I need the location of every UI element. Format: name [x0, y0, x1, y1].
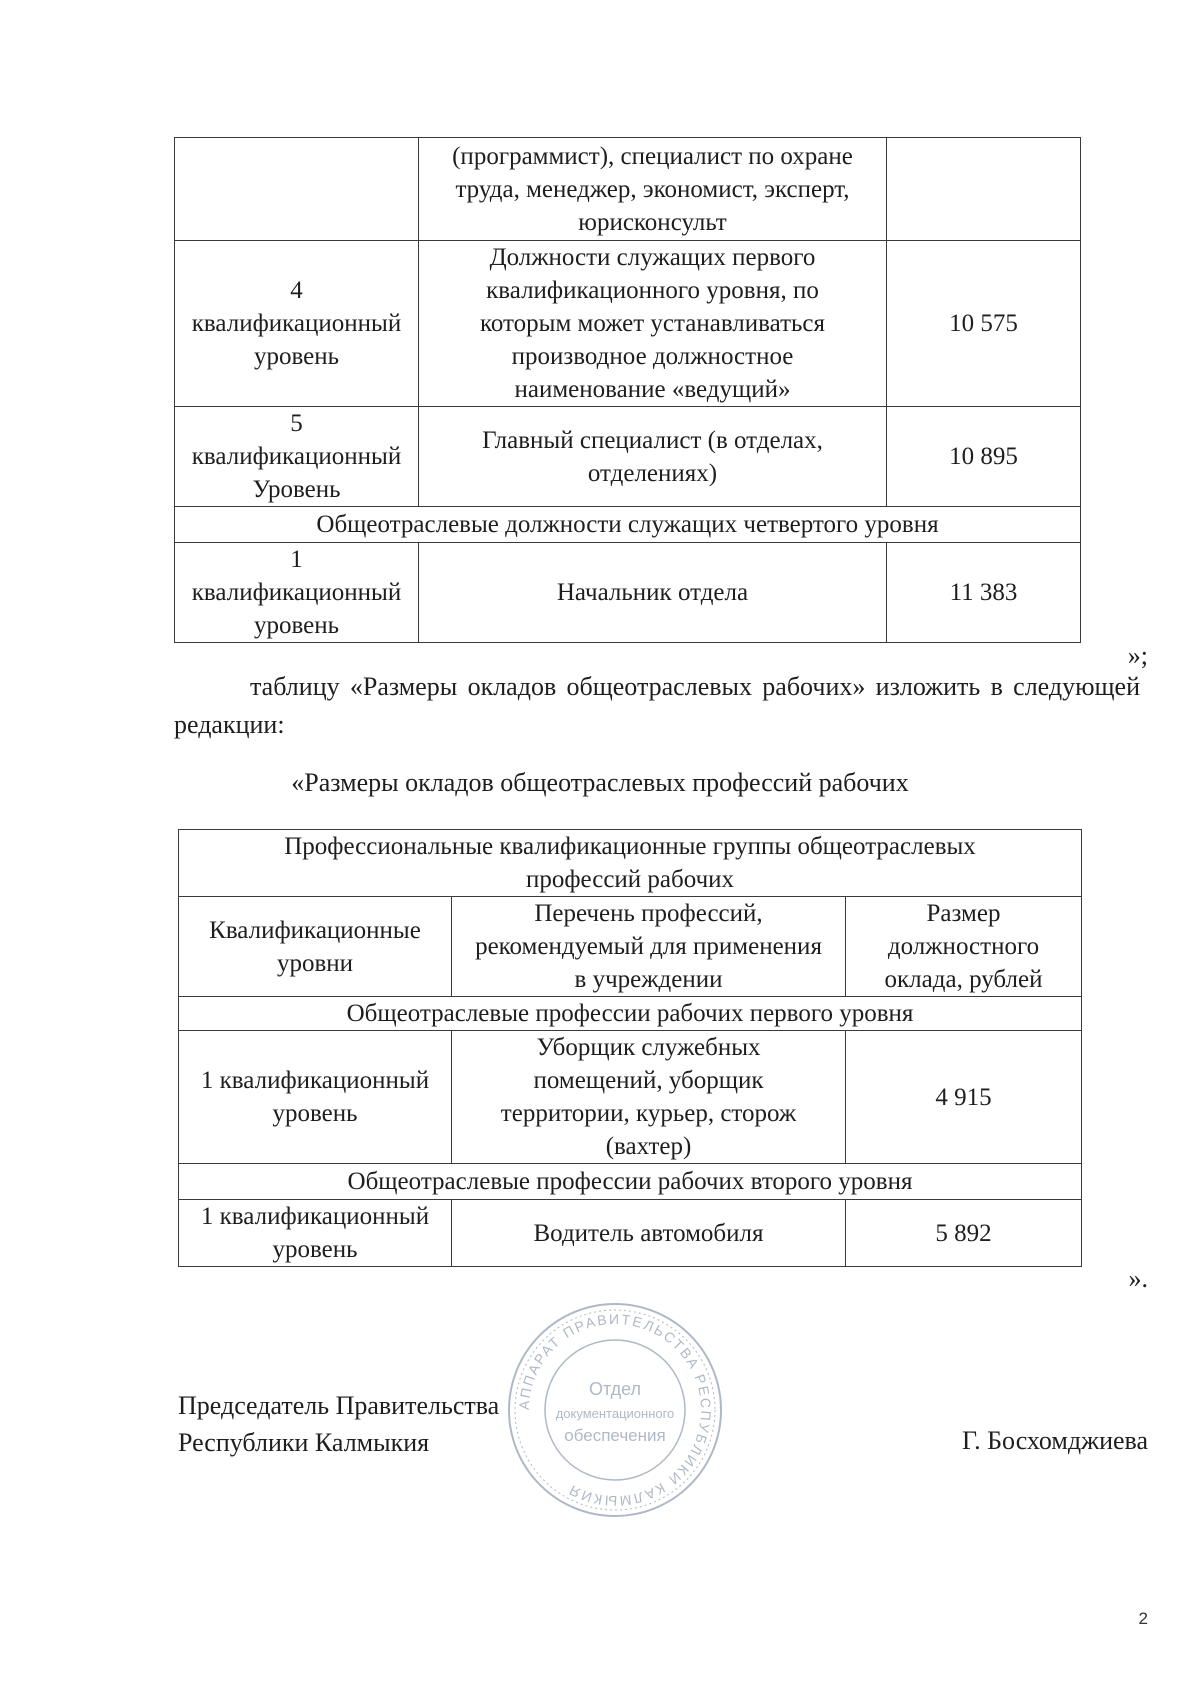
group-header-row	[179, 1164, 1082, 1200]
salary-cell: 4 915	[846, 1031, 1082, 1164]
column-header-positions: Перечень профессий, рекомендуемый для применения в учреждении	[452, 897, 846, 997]
table-row	[175, 543, 1081, 643]
table-row	[175, 241, 1081, 407]
group-header: Общеотраслевые профессии рабочих второго уровня	[179, 1164, 1082, 1200]
table-heading: «Размеры окладов общеотраслевых профессий рабочих	[291, 768, 909, 797]
page-number: 2	[1138, 1609, 1148, 1628]
stamp-line: Отдел	[588, 1379, 642, 1399]
level-cell	[175, 138, 419, 241]
positions-cell: Водитель автомобиля	[452, 1200, 846, 1267]
level-cell: 1 квалификационный уровень	[175, 543, 419, 643]
table-row	[175, 138, 1081, 241]
paragraph: таблицу «Размеры окладов общеотраслевых рабочих» изложить в следующей редакции:	[174, 672, 1140, 739]
group-header: Общеотраслевые профессии рабочих первого уровня	[179, 997, 1082, 1031]
positions-cell: Начальник отдела	[419, 543, 887, 643]
signatory-name: Г. Босхомджиева	[962, 1426, 1148, 1455]
group-header-row	[179, 997, 1082, 1031]
level-cell: 1 квалификационный уровень	[179, 1200, 452, 1267]
positions-cell: (программист), специалист по охране труда, менеджер, экономист, эксперт, юрисконсульт	[419, 138, 887, 241]
positions-cell: Главный специалист (в отделах, отделениях)	[419, 407, 887, 507]
salary-cell: 5 892	[846, 1200, 1082, 1267]
level-cell: 4 квалификационный уровень	[175, 241, 419, 407]
official-seal-stamp	[505, 1300, 725, 1520]
stamp-ring-text: АППАРАТ ПРАВИТЕЛЬСТВА РЕСПУБЛИКИ КАЛМЫКИЯ	[515, 1310, 715, 1510]
column-header-level: Квалификационные уровни	[179, 897, 452, 997]
level-cell: 1 квалификационный уровень	[179, 1031, 452, 1164]
level-cell: 5 квалификационный Уровень	[175, 407, 419, 507]
title-row	[179, 830, 1082, 897]
salary-table-employees	[174, 137, 1081, 643]
stamp-line: обеспечения	[564, 1426, 666, 1445]
signatory-title: Председатель Правительства Республики Калмыкия	[178, 1391, 500, 1457]
closing-quote: ».	[1128, 1264, 1148, 1293]
salary-cell: 11 383	[887, 543, 1081, 643]
salary-cell	[887, 138, 1081, 241]
table-title: Профессиональные квалификационные группы общеотраслевых профессий рабочих	[179, 830, 1082, 897]
group-header: Общеотраслевые должности служащих четвертого уровня	[175, 507, 1081, 543]
salary-cell: 10 575	[887, 241, 1081, 407]
table-row	[175, 407, 1081, 507]
column-header-salary: Размер должностного оклада, рублей	[846, 897, 1082, 997]
group-header-row	[175, 507, 1081, 543]
table-row	[179, 1031, 1082, 1164]
closing-quote: »;	[1127, 641, 1148, 670]
positions-cell: Должности служащих первого квалификационного уровня, по которым может устанавливаться производное должностное наименование «ведущий»	[419, 241, 887, 407]
salary-cell: 10 895	[887, 407, 1081, 507]
salary-table-workers	[178, 829, 1082, 1267]
stamp-line: документационного	[555, 1406, 675, 1421]
header-row	[179, 897, 1082, 997]
table-row	[179, 1200, 1082, 1267]
positions-cell: Уборщик служебных помещений, уборщик территории, курьер, сторож (вахтер)	[452, 1031, 846, 1164]
